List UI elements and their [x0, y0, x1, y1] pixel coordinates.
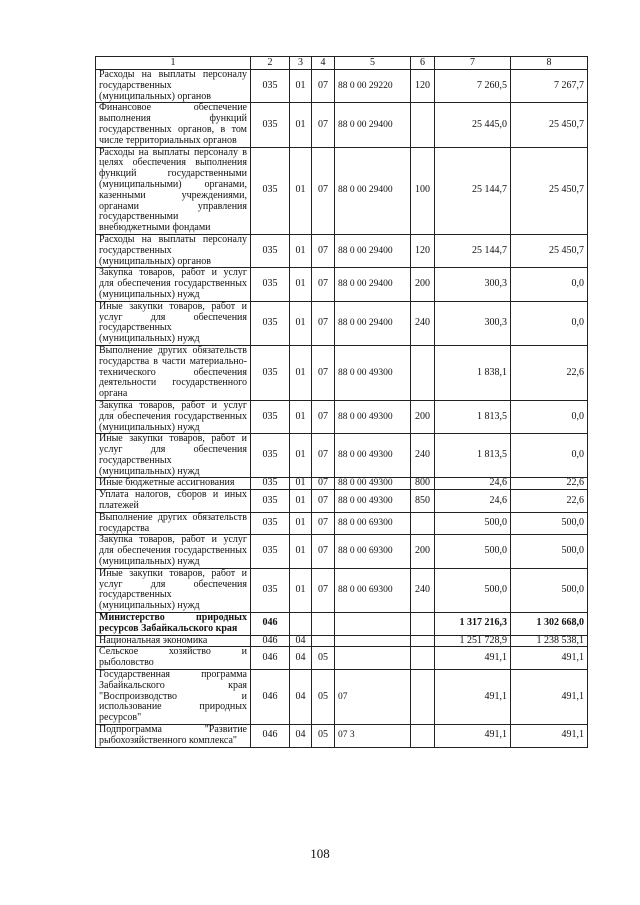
amount-year2-cell: 500,0: [511, 535, 588, 568]
expense-name-cell: [96, 434, 251, 478]
expense-name-cell: [96, 725, 251, 748]
amount-year1-cell: 491,1: [435, 670, 511, 725]
expense-name-text: Министерство природных ресурсов Забайкальского края: [99, 612, 247, 634]
header-cell: 1: [96, 57, 251, 70]
ministry-code-cell: 046: [251, 647, 290, 670]
section-code-cell: 01: [290, 147, 312, 234]
expense-type-cell: [411, 725, 435, 748]
header-row: [96, 57, 588, 70]
amount-year1-cell: 25 445,0: [435, 103, 511, 147]
amount-year1-cell: 1 838,1: [435, 345, 511, 400]
subsection-code-cell: 07: [312, 103, 335, 147]
section-code-cell: 01: [290, 478, 312, 490]
section-code-cell: 01: [290, 268, 312, 301]
expense-name-cell: [96, 301, 251, 345]
expense-name-text: Закупка товаров, работ и услуг для обеспечения государственных (муниципальных) нужд: [99, 399, 247, 433]
header-cell: 5: [335, 57, 411, 70]
expense-type-cell: 240: [411, 301, 435, 345]
table-row: [96, 434, 588, 478]
expense-type-cell: [411, 512, 435, 535]
ministry-code-cell: 035: [251, 400, 290, 433]
subsection-code-cell: 05: [312, 647, 335, 670]
expense-name-text: Национальная экономика: [99, 634, 208, 646]
section-code-cell: 01: [290, 490, 312, 513]
expense-name-text: Иные бюджетные ассигнования: [99, 477, 235, 489]
target-article-cell: 88 0 00 49300: [335, 478, 411, 490]
section-code-cell: 04: [290, 635, 312, 647]
ministry-code-cell: 035: [251, 568, 290, 612]
ministry-code-cell: 046: [251, 725, 290, 748]
expense-name-cell: [96, 490, 251, 513]
section-code-cell: 04: [290, 725, 312, 748]
expense-type-cell: [411, 613, 435, 636]
amount-year1-cell: 24,6: [435, 478, 511, 490]
expense-name-cell: [96, 670, 251, 725]
ministry-code-cell: 035: [251, 478, 290, 490]
expense-name-cell: [96, 268, 251, 301]
target-article-cell: 88 0 00 29400: [335, 147, 411, 234]
target-article-cell: 88 0 00 49300: [335, 400, 411, 433]
target-article-cell: 07 3: [335, 725, 411, 748]
expense-name-cell: [96, 345, 251, 400]
table-row: [96, 568, 588, 612]
expense-type-cell: [411, 647, 435, 670]
amount-year1-cell: 25 144,7: [435, 147, 511, 234]
expense-name-text: Расходы на выплаты персоналу в целях обеспечения выполнения функций государственными (муниципальными) органами, казенными учреждениями, органами управления государственными внебюджетными фондами: [99, 146, 247, 234]
expense-name-text: Иные закупки товаров, работ и услуг для обеспечения государственных (муниципальных) нужд: [99, 567, 247, 612]
expense-name-cell: [96, 400, 251, 433]
expense-name-text: Государственная программа Забайкальского края "Воспроизводство и использование природных ресурсов": [99, 669, 247, 724]
ministry-code-cell: 035: [251, 512, 290, 535]
amount-year1-cell: 300,3: [435, 301, 511, 345]
expense-name-cell: [96, 103, 251, 147]
amount-year2-cell: 22,6: [511, 345, 588, 400]
amount-year2-cell: 7 267,7: [511, 70, 588, 103]
table-row: [96, 400, 588, 433]
budget-table: [95, 56, 588, 748]
amount-year2-cell: 25 450,7: [511, 147, 588, 234]
target-article-cell: 88 0 00 69300: [335, 568, 411, 612]
expense-name-cell: [96, 635, 251, 647]
subsection-code-cell: 07: [312, 490, 335, 513]
amount-year1-cell: 1 251 728,9: [435, 635, 511, 647]
table-row: [96, 647, 588, 670]
expense-type-cell: 240: [411, 434, 435, 478]
ministry-code-cell: 035: [251, 490, 290, 513]
expense-type-cell: 100: [411, 147, 435, 234]
amount-year2-cell: 500,0: [511, 512, 588, 535]
amount-year2-cell: 491,1: [511, 647, 588, 670]
ministry-code-cell: 035: [251, 535, 290, 568]
expense-name-text: Расходы на выплаты персоналу государственных (муниципальных) органов: [99, 233, 247, 267]
expense-name-text: Закупка товаров, работ и услуг для обеспечения государственных (муниципальных) нужд: [99, 267, 247, 300]
expense-name-cell: [96, 647, 251, 670]
amount-year2-cell: 500,0: [511, 568, 588, 612]
amount-year1-cell: 25 144,7: [435, 234, 511, 267]
expense-name-cell: [96, 535, 251, 568]
table-row: [96, 490, 588, 513]
expense-name-cell: [96, 478, 251, 490]
target-article-cell: [335, 613, 411, 636]
expense-name-cell: [96, 568, 251, 612]
expense-type-cell: 200: [411, 400, 435, 433]
section-code-cell: 01: [290, 103, 312, 147]
target-article-cell: 88 0 00 29220: [335, 70, 411, 103]
target-article-cell: 88 0 00 49300: [335, 490, 411, 513]
expense-name-text: Финансовое обеспечение выполнения функций государственных органов, в том числе территориальных органов: [99, 102, 247, 146]
ministry-code-cell: 035: [251, 147, 290, 234]
table-row: [96, 725, 588, 748]
table-row: [96, 234, 588, 267]
target-article-cell: 88 0 00 29400: [335, 268, 411, 301]
table-row: [96, 635, 588, 647]
subsection-code-cell: 07: [312, 478, 335, 490]
amount-year1-cell: 24,6: [435, 490, 511, 513]
expense-name-cell: [96, 613, 251, 636]
expense-name-cell: [96, 234, 251, 267]
amount-year1-cell: 500,0: [435, 512, 511, 535]
amount-year2-cell: 0,0: [511, 268, 588, 301]
ministry-code-cell: 035: [251, 268, 290, 301]
expense-type-cell: 200: [411, 535, 435, 568]
table-row: [96, 103, 588, 147]
section-code-cell: 01: [290, 345, 312, 400]
amount-year1-cell: 1 317 216,3: [435, 613, 511, 636]
ministry-code-cell: 035: [251, 103, 290, 147]
table-row: [96, 535, 588, 568]
subsection-code-cell: 07: [312, 268, 335, 301]
ministry-code-cell: 035: [251, 345, 290, 400]
expense-type-cell: [411, 635, 435, 647]
table-row: [96, 478, 588, 490]
table-row: [96, 301, 588, 345]
header-cell: 7: [435, 57, 511, 70]
amount-year2-cell: 25 450,7: [511, 103, 588, 147]
section-code-cell: 01: [290, 512, 312, 535]
target-article-cell: 88 0 00 49300: [335, 434, 411, 478]
ministry-code-cell: 046: [251, 670, 290, 725]
amount-year1-cell: 1 813,5: [435, 434, 511, 478]
section-code-cell: 04: [290, 647, 312, 670]
expense-type-cell: 240: [411, 568, 435, 612]
section-code-cell: 01: [290, 301, 312, 345]
amount-year1-cell: 300,3: [435, 268, 511, 301]
expense-type-cell: [411, 345, 435, 400]
section-code-cell: 01: [290, 568, 312, 612]
subsection-code-cell: 07: [312, 301, 335, 345]
expense-name-text: Уплата налогов, сборов и иных платежей: [99, 489, 247, 512]
amount-year1-cell: 500,0: [435, 568, 511, 612]
subsection-code-cell: [312, 613, 335, 636]
subsection-code-cell: 07: [312, 234, 335, 267]
header-cell: 2: [251, 57, 290, 70]
amount-year2-cell: 1 302 668,0: [511, 613, 588, 636]
amount-year1-cell: 500,0: [435, 535, 511, 568]
subsection-code-cell: [312, 635, 335, 647]
section-code-cell: 01: [290, 70, 312, 103]
expense-type-cell: [411, 670, 435, 725]
target-article-cell: 88 0 00 29400: [335, 234, 411, 267]
table-row: [96, 147, 588, 234]
header-cell: 3: [290, 57, 312, 70]
expense-name-text: Иные закупки товаров, работ и услуг для обеспечения государственных (муниципальных) нужд: [99, 433, 247, 477]
table-row: [96, 268, 588, 301]
amount-year2-cell: 1 238 538,1: [511, 635, 588, 647]
expense-name-text: Выполнение других обязательств государства в части материально-технического обеспечения деятельности государственного органа: [99, 344, 247, 400]
header-cell: 4: [312, 57, 335, 70]
subsection-code-cell: 07: [312, 400, 335, 433]
header-cell: 6: [411, 57, 435, 70]
table-row: [96, 670, 588, 725]
ministry-code-cell: 046: [251, 613, 290, 636]
section-code-cell: 01: [290, 234, 312, 267]
expense-type-cell: 850: [411, 490, 435, 513]
subsection-code-cell: 07: [312, 345, 335, 400]
section-code-cell: 01: [290, 400, 312, 433]
target-article-cell: 88 0 00 29400: [335, 301, 411, 345]
amount-year2-cell: 22,6: [511, 478, 588, 490]
target-article-cell: [335, 635, 411, 647]
amount-year2-cell: 491,1: [511, 670, 588, 725]
section-code-cell: 04: [290, 670, 312, 725]
expense-name-text: Иные закупки товаров, работ и услуг для обеспечения государственных (муниципальных) нужд: [99, 300, 247, 345]
expense-name-text: Сельское хозяйство и рыболовство: [99, 646, 247, 669]
expense-name-text: Выполнение других обязательств государства: [99, 511, 247, 534]
subsection-code-cell: 07: [312, 434, 335, 478]
expense-type-cell: 120: [411, 70, 435, 103]
target-article-cell: 88 0 00 69300: [335, 535, 411, 568]
ministry-code-cell: 035: [251, 434, 290, 478]
page-number: 108: [310, 846, 330, 861]
expense-type-cell: 120: [411, 234, 435, 267]
section-code-cell: 01: [290, 434, 312, 478]
target-article-cell: [335, 647, 411, 670]
ministry-code-cell: 035: [251, 301, 290, 345]
subsection-code-cell: 07: [312, 535, 335, 568]
expense-name-text: Расходы на выплаты персоналу государственных (муниципальных) органов: [99, 69, 247, 102]
subsection-code-cell: 05: [312, 670, 335, 725]
amount-year1-cell: 7 260,5: [435, 70, 511, 103]
subsection-code-cell: 07: [312, 512, 335, 535]
subsection-code-cell: 05: [312, 725, 335, 748]
ministry-code-cell: 035: [251, 70, 290, 103]
expense-type-cell: 200: [411, 268, 435, 301]
expense-type-cell: 800: [411, 478, 435, 490]
amount-year2-cell: 22,6: [511, 490, 588, 513]
amount-year2-cell: 25 450,7: [511, 234, 588, 267]
expense-name-cell: [96, 512, 251, 535]
expense-name-text: Закупка товаров, работ и услуг для обеспечения государственных (муниципальных) нужд: [99, 534, 247, 568]
table-body: [96, 70, 588, 748]
amount-year1-cell: 1 813,5: [435, 400, 511, 433]
expense-name-cell: [96, 147, 251, 234]
amount-year2-cell: 0,0: [511, 400, 588, 433]
expense-name-cell: [96, 70, 251, 103]
ministry-code-cell: 035: [251, 234, 290, 267]
table-row: [96, 70, 588, 103]
expense-type-cell: [411, 103, 435, 147]
target-article-cell: 07: [335, 670, 411, 725]
subsection-code-cell: 07: [312, 568, 335, 612]
amount-year1-cell: 491,1: [435, 725, 511, 748]
amount-year1-cell: 491,1: [435, 647, 511, 670]
amount-year2-cell: 491,1: [511, 725, 588, 748]
amount-year2-cell: 0,0: [511, 434, 588, 478]
table-row: [96, 512, 588, 535]
ministry-code-cell: 046: [251, 635, 290, 647]
header-cell: 8: [511, 57, 588, 70]
target-article-cell: 88 0 00 49300: [335, 345, 411, 400]
amount-year2-cell: 0,0: [511, 301, 588, 345]
table-row: [96, 613, 588, 636]
section-code-cell: 01: [290, 535, 312, 568]
target-article-cell: 88 0 00 29400: [335, 103, 411, 147]
subsection-code-cell: 07: [312, 147, 335, 234]
expense-name-text: Подпрограмма "Развитие рыбохозяйственного комплекса": [99, 724, 247, 746]
target-article-cell: 88 0 00 69300: [335, 512, 411, 535]
table-row: [96, 345, 588, 400]
section-code-cell: [290, 613, 312, 636]
subsection-code-cell: 07: [312, 70, 335, 103]
